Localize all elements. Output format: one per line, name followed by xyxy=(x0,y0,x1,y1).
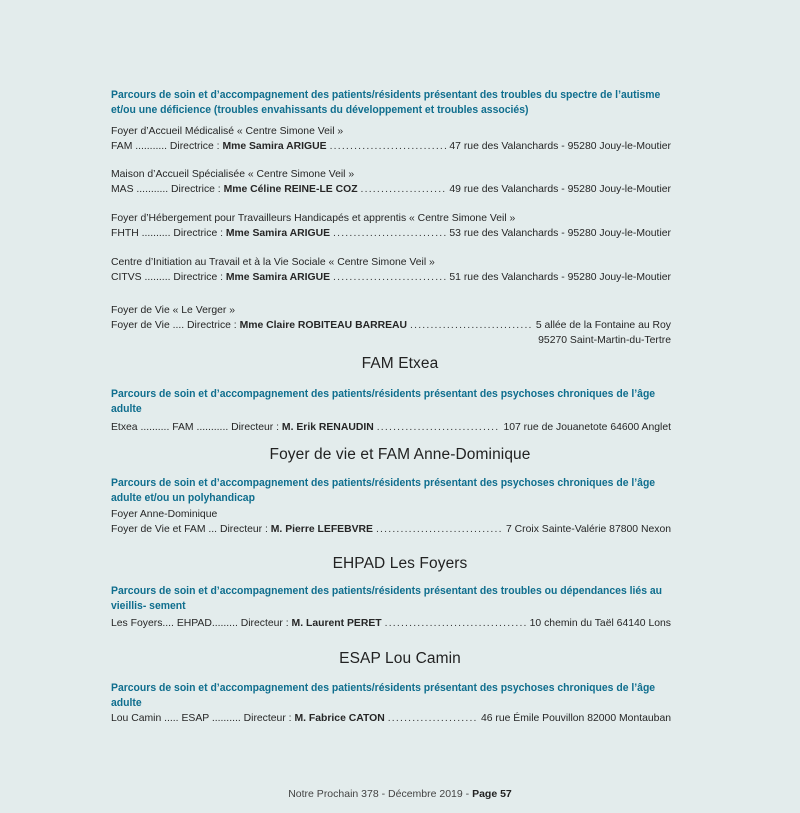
section-heading: Parcours de soin et d’accompagnement des patients/résidents présentant des troubles ou dépendances liés au vieillis- sement xyxy=(111,585,663,612)
leader-dots xyxy=(333,226,446,241)
entry-type-role: FAM ........... Directrice : xyxy=(111,141,223,152)
entry-type-role: Les Foyers.... EHPAD......... Directeur : xyxy=(111,618,292,629)
entry-line xyxy=(111,616,671,631)
director-name: M. Pierre LEFEBVRE xyxy=(270,524,373,535)
entry-line xyxy=(111,420,671,435)
entry-name: Centre d’Initiation au Travail et à la Vie Sociale « Centre Simone Veil » xyxy=(111,257,435,268)
section-anne-dominique xyxy=(111,476,671,537)
section-fam-etxea xyxy=(111,387,671,435)
entry-type-role: Foyer de Vie et FAM ... Directeur : xyxy=(111,524,271,535)
entry-line xyxy=(111,182,671,197)
page-number: Page 57 xyxy=(472,788,512,800)
entry-name: Foyer d’Hébergement pour Travailleurs Handicapés et apprentis « Centre Simone Veil » xyxy=(111,213,516,224)
entry-address: 5 allée de la Fontaine au Roy xyxy=(535,320,671,331)
section-heading: Parcours de soin et d’accompagnement des patients/résidents présentant des troubles du spectre de l’autisme et/ou une déficience (troubles envahissants du développement et troubles associés) xyxy=(111,89,661,116)
entry-fhth-simone-veil xyxy=(111,211,671,241)
director-name: Mme Samira ARIGUE xyxy=(222,141,327,152)
entry-address: 49 rue des Valanchards - 95280 Jouy-le-Moutier xyxy=(449,184,671,195)
section-heading: Parcours de soin et d’accompagnement des patients/résidents présentant des psychoses chroniques de l’âge adulte et/ou un polyhandicap xyxy=(111,477,656,504)
entry-line xyxy=(111,139,671,154)
section-ehpad-les-foyers xyxy=(111,584,671,631)
director-name: Mme Céline REINE-LE COZ xyxy=(223,184,358,195)
section-title: FAM Etxea xyxy=(361,355,439,372)
entry-address: 46 rue Émile Pouvillon 82000 Montauban xyxy=(480,713,671,724)
section-esap-lou-camin xyxy=(111,681,671,726)
director-name: Mme Claire ROBITEAU BARREAU xyxy=(239,320,408,331)
entry-address: 53 rue des Valanchards - 95280 Jouy-le-Moutier xyxy=(449,228,671,239)
section-heading: Parcours de soin et d’accompagnement des patients/résidents présentant des psychoses chroniques de l’âge adulte xyxy=(111,682,656,709)
entry-name: Foyer d’Accueil Médicalisé « Centre Simone Veil » xyxy=(111,126,344,137)
section-autisme xyxy=(111,88,671,118)
entry-line xyxy=(111,522,671,537)
section-title: ESAP Lou Camin xyxy=(339,650,461,667)
entry-mas-simone-veil xyxy=(111,167,671,197)
entry-line xyxy=(111,270,671,285)
page-footer xyxy=(0,788,800,800)
entry-type-role: Etxea .......... FAM ........... Directeur : xyxy=(111,422,282,433)
leader-dots xyxy=(333,270,446,285)
entry-type-role: Lou Camin ..... ESAP .......... Directeur : xyxy=(111,713,295,724)
entry-address: 51 rue des Valanchards - 95280 Jouy-le-Moutier xyxy=(449,272,671,283)
entry-name: Foyer Anne-Dominique xyxy=(111,509,218,520)
entry-address: 10 chemin du Taël 64140 Lons xyxy=(529,618,671,629)
leader-dots xyxy=(361,182,447,197)
leader-dots xyxy=(388,711,478,726)
entry-address: 107 rue de Jouanetote 64600 Anglet xyxy=(503,422,671,433)
footer-publication: Notre Prochain 378 - Décembre 2019 - xyxy=(288,788,473,800)
leader-dots xyxy=(385,616,527,631)
entry-line xyxy=(111,318,671,333)
entry-citvs-simone-veil xyxy=(111,255,671,285)
leader-dots xyxy=(377,420,501,435)
entry-foyer-le-verger xyxy=(111,303,671,348)
entry-line xyxy=(111,226,671,241)
section-title: Foyer de vie et FAM Anne-Dominique xyxy=(269,446,531,463)
entry-line xyxy=(111,711,671,726)
leader-dots xyxy=(410,318,533,333)
director-name: M. Fabrice CATON xyxy=(294,713,385,724)
entry-address: 47 rue des Valanchards - 95280 Jouy-le-Moutier xyxy=(449,141,671,152)
leader-dots xyxy=(330,139,447,154)
entry-address-city: 95270 Saint-Martin-du-Tertre xyxy=(538,335,671,346)
entry-type-role: FHTH .......... Directrice : xyxy=(111,228,226,239)
entry-type-role: MAS ........... Directrice : xyxy=(111,184,224,195)
director-name: Mme Samira ARIGUE xyxy=(225,228,331,239)
director-name: M. Laurent PERET xyxy=(291,618,382,629)
entry-name: Foyer de Vie « Le Verger » xyxy=(111,305,235,316)
entry-type-role: Foyer de Vie .... Directrice : xyxy=(111,320,240,331)
entry-type-role: CITVS ......... Directrice : xyxy=(111,272,226,283)
director-name: Mme Samira ARIGUE xyxy=(225,272,331,283)
section-title: EHPAD Les Foyers xyxy=(332,555,468,572)
entry-fam-simone-veil xyxy=(111,124,671,154)
entry-name: Maison d’Accueil Spécialisée « Centre Simone Veil » xyxy=(111,169,355,180)
director-name: M. Erik RENAUDIN xyxy=(281,422,374,433)
leader-dots xyxy=(376,522,503,537)
section-heading: Parcours de soin et d’accompagnement des patients/résidents présentant des psychoses chroniques de l’âge adulte xyxy=(111,388,656,415)
entry-address: 7 Croix Sainte-Valérie 87800 Nexon xyxy=(506,524,671,535)
